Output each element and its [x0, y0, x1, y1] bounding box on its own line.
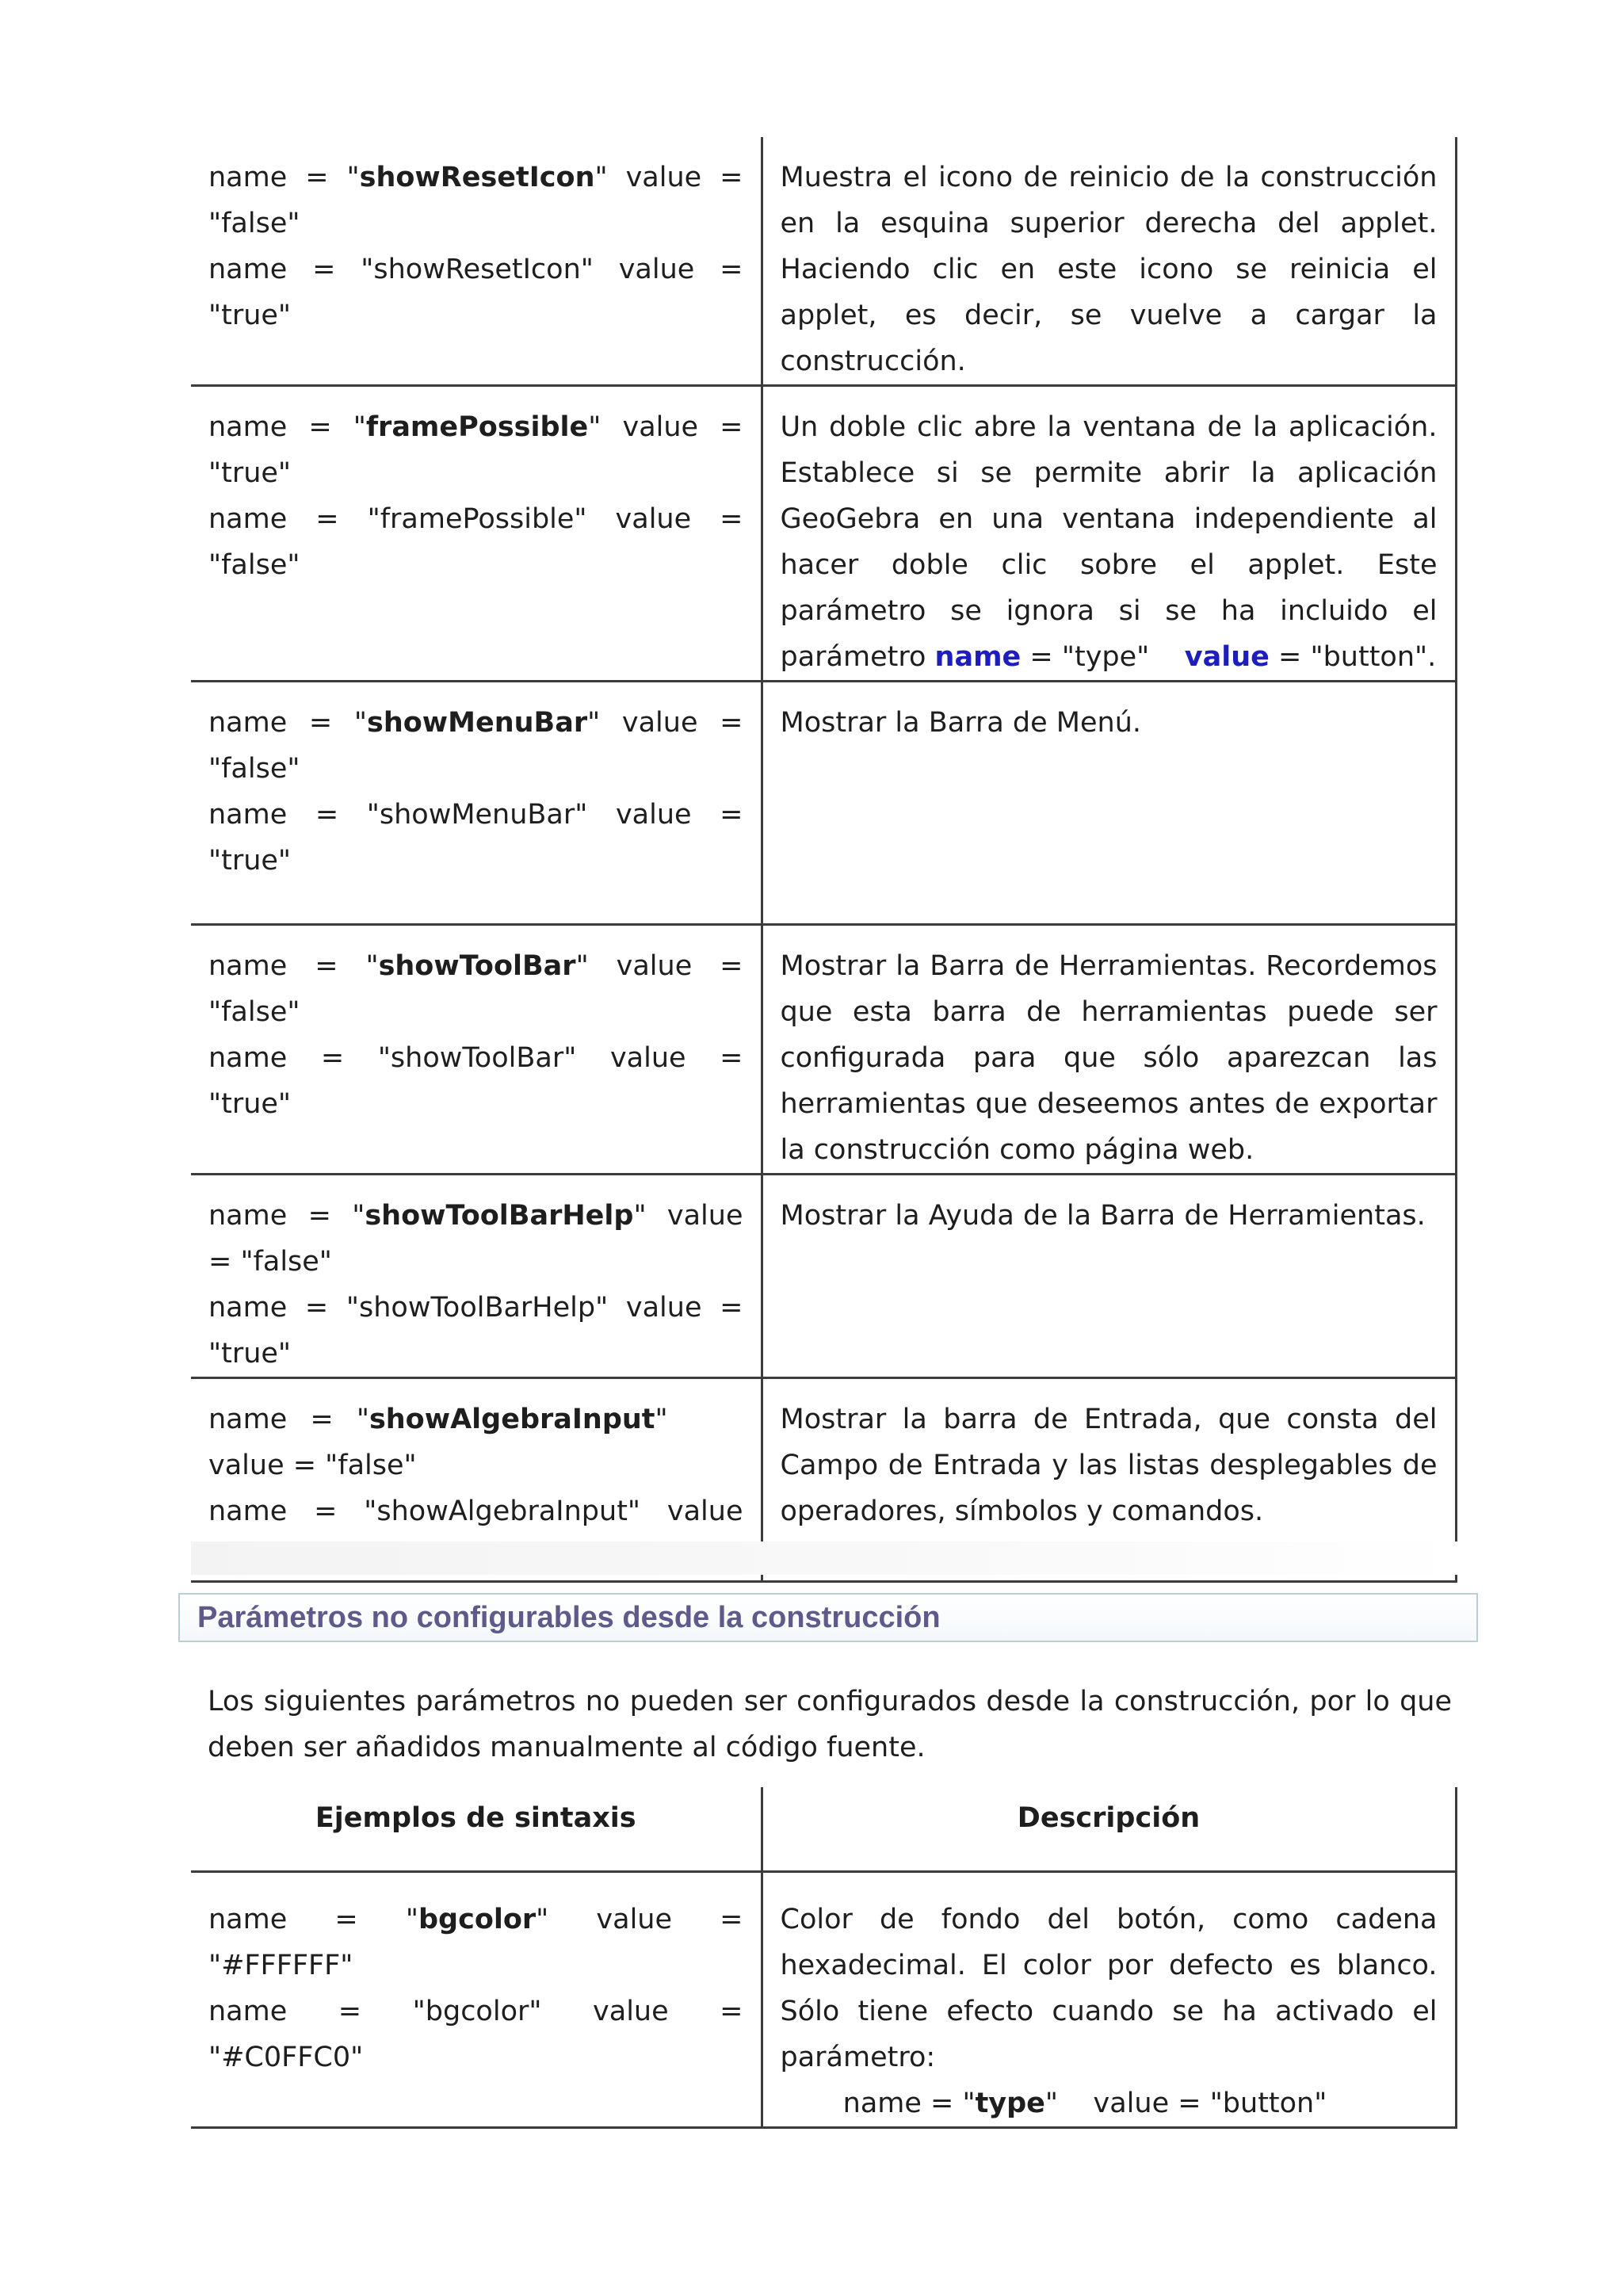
- keyword-name: name: [934, 641, 1022, 673]
- syntax-line-1: name = "showToolBarHelp" value: [208, 1200, 743, 1232]
- keyword-value: value: [1184, 641, 1270, 673]
- syntax-cell: [191, 925, 762, 1175]
- syntax-line-1: name = "showAlgebraInput": [208, 1404, 668, 1435]
- syntax-line-4: "true": [208, 1338, 292, 1370]
- syntax-line-4: "true": [208, 300, 292, 331]
- example-syntax: name = "type" value = "button": [842, 2087, 1327, 2119]
- table-row: [191, 386, 1456, 682]
- syntax-line-3: name = "showMenuBar" value =: [208, 799, 743, 831]
- column-header-syntax: Ejemplos de sintaxis: [191, 1787, 762, 1871]
- syntax-line-1: name = "showToolBar" value =: [208, 950, 743, 982]
- syntax-line-3: name = "framePossible" value =: [208, 503, 743, 535]
- syntax-line-3: name = "showAlgebraInput" value: [208, 1496, 743, 1527]
- table-row: [191, 682, 1456, 925]
- syntax-line-1: name = "showResetIcon" value =: [208, 162, 743, 193]
- syntax-cell: [191, 386, 762, 682]
- syntax-line-1: name = "bgcolor" value =: [208, 1903, 743, 1935]
- syntax-line-2: value = "false": [208, 1450, 417, 1481]
- syntax-line-3: name = "bgcolor" value =: [208, 1995, 743, 2027]
- parameters-table-top: [191, 137, 1457, 1583]
- syntax-line-1: name = "showMenuBar" value =: [208, 707, 743, 739]
- table-row: [191, 1871, 1456, 2127]
- table-row: [191, 137, 1456, 386]
- syntax-line-2: "true": [208, 457, 292, 489]
- description-cell: [762, 1871, 1456, 2127]
- syntax-line-2: "false": [208, 996, 300, 1028]
- syntax-cell: [191, 682, 762, 925]
- intro-paragraph: Los siguientes parámetros no pueden ser configurados desde la construcción, por lo que deben ser añadidos manualmente al código fuente.: [208, 1686, 1452, 1763]
- description-cell: Mostrar la Barra de Menú.: [762, 682, 1456, 925]
- table-header-row: [191, 1787, 1456, 1871]
- description-cell: Un doble clic abre la ventana de la aplicación. Establece si se permite abrir la aplicación GeoGebra en una ventana independiente al hacer doble clic sobre el applet. Este parámetro se ignora si se ha incluido el parámetro name = "type" value = "button".: [762, 386, 1456, 682]
- column-header-description: Descripción: [762, 1787, 1456, 1871]
- syntax-line-3: name = "showToolBar" value =: [208, 1042, 743, 1074]
- syntax-line-2: "false": [208, 208, 300, 239]
- syntax-line-4: "false": [208, 549, 300, 581]
- syntax-cell: [191, 1175, 762, 1378]
- syntax-line-4: "true": [208, 845, 292, 877]
- syntax-cell: [191, 137, 762, 386]
- section-header: [178, 1593, 1478, 1642]
- table-row: [191, 1175, 1456, 1378]
- syntax-line-1: name = "framePossible" value =: [208, 411, 743, 443]
- syntax-line-2: = "false": [208, 1246, 332, 1278]
- syntax-line-3: name = "showToolBarHelp" value =: [208, 1292, 743, 1324]
- syntax-line-3: name = "showResetIcon" value =: [208, 254, 743, 285]
- syntax-line-2: "false": [208, 753, 300, 785]
- table-row: [191, 925, 1456, 1175]
- table-shadow: [191, 1541, 1467, 1575]
- description-cell: Mostrar la barra de Entrada, que consta del Campo de Entrada y las listas desplegables de operadores, símbolos y comandos.: [762, 1378, 1456, 1582]
- syntax-line-2: "#FFFFFF": [208, 1949, 353, 1981]
- syntax-cell: [191, 1871, 762, 2127]
- description-cell: Mostrar la Barra de Herramientas. Recordemos que esta barra de herramientas puede ser configurada para que sólo aparezcan las herramientas que deseemos antes de exportar la construcción como página web.: [762, 925, 1456, 1175]
- description-text: Color de fondo del botón, como cadena hexadecimal. El color por defecto es blanco. Sólo tiene efecto cuando se ha activado el parámetro:: [780, 1903, 1438, 2073]
- parameters-table-bottom: [191, 1787, 1457, 2129]
- description-cell: Muestra el icono de reinicio de la construcción en la esquina superior derecha del applet. Haciendo clic en este icono se reinicia el applet, es decir, se vuelve a cargar la construcción.: [762, 137, 1456, 386]
- description-cell: Mostrar la Ayuda de la Barra de Herramientas.: [762, 1175, 1456, 1378]
- section-title: Parámetros no configurables desde la construcción: [197, 1601, 941, 1634]
- syntax-line-4: "true": [208, 1088, 292, 1120]
- syntax-line-4: "#C0FFC0": [208, 2041, 364, 2073]
